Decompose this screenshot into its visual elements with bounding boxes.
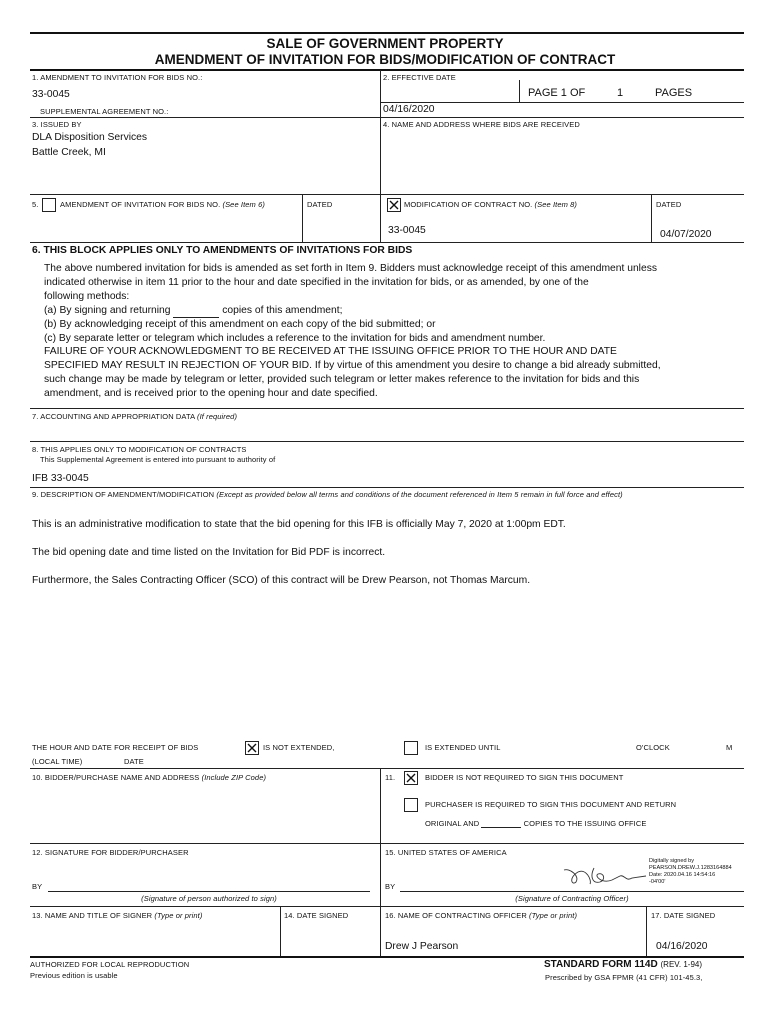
rule-item10	[30, 768, 744, 769]
item8-sub: This Supplemental Agreement is entered into pursuant to authority of	[40, 455, 276, 464]
method-a-pre: (a) By signing and returning	[44, 304, 171, 316]
oclock-label: O'CLOCK	[636, 743, 670, 752]
pages-label: PAGES	[655, 87, 693, 99]
description-line2: The bid opening date and time listed on the Invitation for Bid PDF is incorrect.	[32, 547, 386, 558]
item9-label	[32, 490, 623, 499]
item6-line1: The above numbered invitation for bids is amended as set forth in Item 9. Bidders must acknowledge receipt of this amendment unless	[44, 263, 657, 274]
supplemental-agreement-label: SUPPLEMENTAL AGREEMENT NO.:	[40, 107, 169, 116]
item5-number: 5.	[32, 200, 39, 209]
digital-sig-line: -04'00'	[649, 879, 666, 885]
digital-sig-line: Date: 2020.04.16 14:54:16	[649, 872, 716, 878]
item6-warning-line2	[44, 359, 739, 373]
contracting-officer-name: Drew J Pearson	[385, 941, 459, 952]
form-name: STANDARD FORM 114D	[544, 959, 658, 970]
divider-v-5a	[302, 194, 303, 242]
m-label: M	[726, 743, 733, 752]
modification-value: 33-0045	[388, 225, 426, 236]
copies-count-blank	[481, 827, 521, 828]
description-line1: This is an administrative modification to state that the bid opening for this IFB is officially May 7, 2020 at 1:00pm EDT.	[32, 519, 566, 530]
item6-method-c: (c) By separate letter or telegram which includes a reference to the invitation for bids and amendment number.	[44, 332, 546, 344]
rule-item13	[30, 906, 744, 907]
divider-v-10	[380, 768, 381, 958]
item11-opt2-line2	[425, 819, 646, 828]
item16-label	[385, 911, 577, 920]
rule-item3	[30, 117, 744, 118]
rule-item12	[30, 843, 744, 844]
item2-label: 2. EFFECTIVE DATE	[383, 73, 456, 82]
digital-sig-line: PEARSON.DREW.J.1283164884	[649, 865, 732, 871]
item6-method-a	[44, 304, 739, 318]
not-extended-label: IS NOT EXTENDED,	[263, 743, 335, 752]
amendment-label-text: AMENDMENT OF INVITATION FOR BIDS NO.	[60, 200, 221, 209]
effective-date-value: 04/16/2020	[383, 104, 435, 115]
extended-checkbox[interactable]	[404, 741, 418, 755]
item14-label: 14. DATE SIGNED	[284, 911, 349, 920]
rule-item2	[380, 102, 744, 103]
amendment-ref: (See Item 6)	[222, 200, 265, 209]
receipt-label1: THE HOUR AND DATE FOR RECEIPT OF BIDS	[32, 743, 199, 752]
extended-label: IS EXTENDED UNTIL	[425, 743, 501, 752]
item12-label: 12. SIGNATURE FOR BIDDER/PURCHASER	[32, 848, 189, 857]
divider-v-5b	[380, 194, 381, 242]
warning-caps: SPECIFIED MAY RESULT IN REJECTION OF YOUR BID.	[44, 360, 312, 372]
form-title-line2: AMENDMENT OF INVITATION FOR BIDS/MODIFICATION OF CONTRACT	[154, 52, 616, 67]
bidder-not-required-checkbox[interactable]	[404, 771, 418, 785]
not-extended-checkbox[interactable]	[245, 741, 259, 755]
bottom-rule	[30, 956, 744, 958]
item6-line3: following methods:	[44, 290, 130, 302]
item13-label-text: 13. NAME AND TITLE OF SIGNER	[32, 911, 153, 920]
item3-label: 3. ISSUED BY	[32, 120, 82, 129]
item16-note: (Type or print)	[529, 911, 578, 920]
dated2-value: 04/07/2020	[660, 229, 712, 240]
item11-number: 11.	[385, 773, 396, 782]
item1-label: 1. AMENDMENT TO INVITATION FOR BIDS NO.:	[32, 73, 203, 82]
item10-note: (Include ZIP Code)	[201, 773, 267, 782]
receipt-date-label: DATE	[124, 757, 144, 766]
item7-label	[32, 412, 237, 421]
divider-page	[519, 80, 520, 102]
digital-sig-line: Digitally signed by	[649, 858, 695, 864]
bidder-signature-line[interactable]	[48, 891, 370, 892]
item13-label	[32, 911, 202, 920]
item17-label: 17. DATE SIGNED	[651, 911, 716, 920]
rule-item8	[30, 441, 744, 442]
rule-item6	[30, 242, 744, 243]
divider-v-14	[280, 906, 281, 958]
item13-note: (Type or print)	[154, 911, 203, 920]
item10-label	[32, 773, 266, 782]
form-rev: (REV. 1-94)	[660, 960, 702, 969]
modification-checkbox[interactable]	[387, 198, 401, 212]
item6-warning-line1: FAILURE OF YOUR ACKNOWLEDGMENT TO BE RECEIVED AT THE ISSUING OFFICE PRIOR TO THE HOUR AND DATE	[44, 346, 617, 358]
rule-item7	[30, 408, 744, 409]
item15-label: 15. UNITED STATES OF AMERICA	[385, 848, 507, 857]
method-a-post: copies of this amendment;	[222, 304, 343, 316]
title-rule	[30, 69, 744, 71]
item7-label-text: 7. ACCOUNTING AND APPROPRIATION DATA	[32, 412, 195, 421]
item17-value: 04/16/2020	[656, 941, 708, 952]
item9-label-text: 9. DESCRIPTION OF AMENDMENT/MODIFICATION	[32, 490, 215, 499]
purchaser-required-checkbox[interactable]	[404, 798, 418, 812]
form-title-line1: SALE OF GOVERNMENT PROPERTY	[266, 36, 504, 51]
top-rule	[30, 32, 744, 34]
opt2-pre: ORIGINAL AND	[425, 819, 480, 828]
divider-v-5c	[651, 194, 652, 242]
item6-warning-line3: such change may be made by telegram or letter, provided such telegram or letter makes reference to the invitation for bids and this	[44, 374, 640, 386]
item6-heading: 6. THIS BLOCK APPLIES ONLY TO AMENDMENTS OF INVITATIONS FOR BIDS	[32, 245, 413, 256]
modification-label	[404, 200, 577, 209]
modification-ref: (See Item 8)	[534, 200, 578, 209]
rule-item5	[30, 194, 744, 195]
check-x-icon	[405, 772, 417, 784]
item12-caption: (Signature of person authorized to sign)	[141, 894, 277, 903]
amendment-checkbox[interactable]	[42, 198, 56, 212]
check-x-icon	[246, 742, 258, 754]
item6-warning-line4: amendment, and is received prior to the opening hour and date specified.	[44, 388, 378, 400]
form-name-block	[544, 959, 702, 970]
warning-rest: If by virtue of this amendment you desire to change a bid already submitted,	[314, 360, 661, 372]
footer-left2: Previous edition is usable	[30, 971, 118, 980]
item16-label-text: 16. NAME OF CONTRACTING OFFICER	[385, 911, 527, 920]
amendment-label	[60, 200, 265, 209]
item12-by: BY	[32, 882, 43, 891]
divider-v-1	[380, 70, 381, 194]
rule-item9	[30, 487, 744, 488]
footer-left1: AUTHORIZED FOR LOCAL REPRODUCTION	[30, 960, 190, 969]
digital-signature-block	[649, 858, 732, 886]
check-x-icon	[388, 199, 400, 211]
item8-label: 8. THIS APPLIES ONLY TO MODIFICATION OF CONTRACTS	[32, 445, 247, 454]
dated-label: DATED	[307, 200, 333, 209]
modification-label-text: MODIFICATION OF CONTRACT NO.	[404, 200, 533, 209]
page-label: PAGE 1 OF	[528, 87, 586, 99]
item4-label: 4. NAME AND ADDRESS WHERE BIDS ARE RECEIVED	[383, 120, 580, 129]
item1-value: 33-0045	[32, 89, 70, 100]
item6-body	[44, 262, 739, 401]
item6-method-b: (b) By acknowledging receipt of this amendment on each copy of the bid submitted; or	[44, 318, 436, 330]
issued-by-line1: DLA Disposition Services	[32, 132, 148, 143]
page-total: 1	[617, 87, 624, 99]
description-line3: Furthermore, the Sales Contracting Officer (SCO) of this contract will be Drew Pearson, not Thomas Marcum.	[32, 575, 531, 586]
issued-by-line2: Battle Creek, MI	[32, 147, 106, 158]
item7-note: (If required)	[196, 412, 238, 421]
prescribed-by: Prescribed by GSA FPMR (41 CFR) 101-45.3,	[545, 973, 703, 982]
item15-by: BY	[385, 882, 396, 891]
dated2-label: DATED	[656, 200, 682, 209]
officer-signature-line	[400, 891, 744, 892]
item8-value: IFB 33-0045	[32, 473, 89, 484]
item10-label-text: 10. BIDDER/PURCHASE NAME AND ADDRESS	[32, 773, 200, 782]
receipt-label2: (LOCAL TIME)	[32, 757, 83, 766]
item6-line2: indicated otherwise in item 11 prior to the hour and date specified in the invitation for bids, or as amended, by one of the	[44, 276, 589, 288]
opt2-post: COPIES TO THE ISSUING OFFICE	[523, 819, 647, 828]
handwritten-signature	[560, 862, 650, 890]
item11-opt1: BIDDER IS NOT REQUIRED TO SIGN THIS DOCUMENT	[425, 773, 624, 782]
divider-v-17	[646, 906, 647, 958]
item15-caption: (Signature of Contracting Officer)	[515, 894, 629, 903]
item11-opt2: PURCHASER IS REQUIRED TO SIGN THIS DOCUMENT AND RETURN	[425, 800, 677, 809]
item9-note: (Except as provided below all terms and conditions of the document referenced in Item 5 remain in full force and effect)	[216, 490, 623, 499]
